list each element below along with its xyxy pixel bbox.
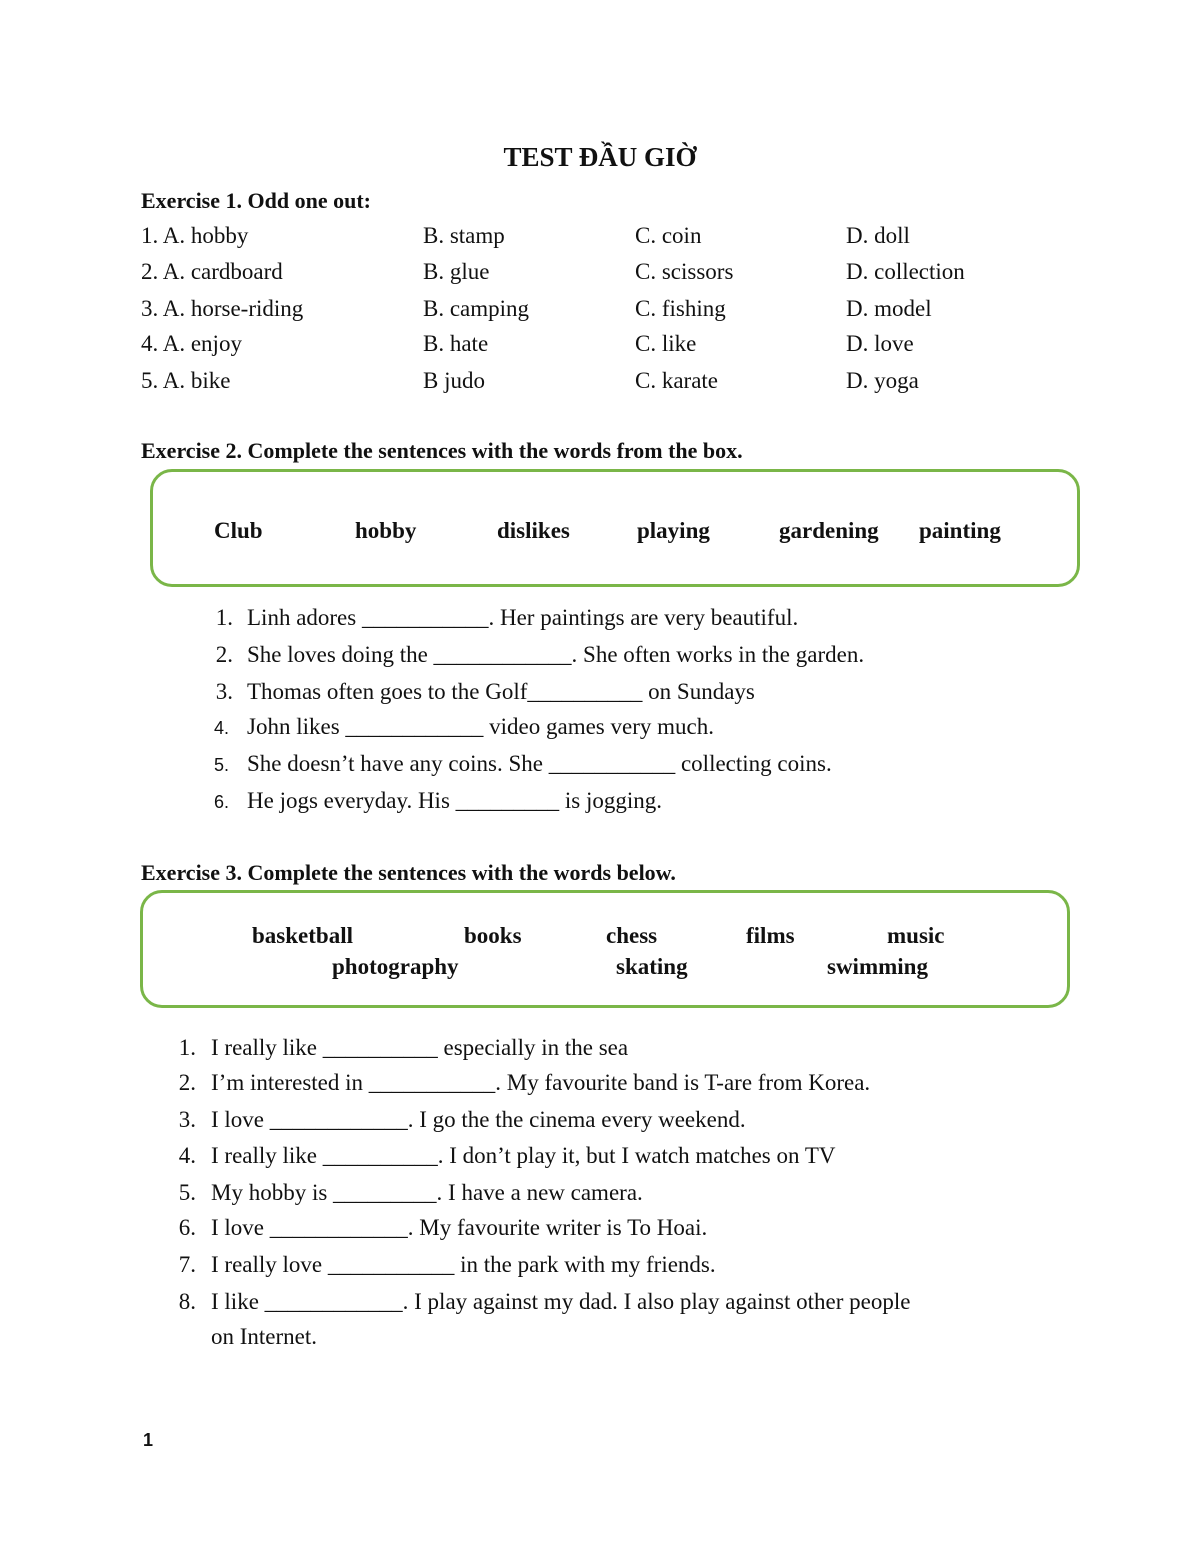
list-number: 5. (213, 755, 229, 775)
option-4c: C. like (635, 331, 697, 356)
box-word-books: books (464, 923, 522, 948)
box-word-music: music (887, 923, 945, 948)
list-item: I’m interested in ___________. My favourite band is T-are from Korea. (211, 1070, 871, 1095)
option-3a: 3. A. horse-riding (141, 296, 304, 321)
box-word-gardening: gardening (779, 518, 879, 543)
option-4b: B. hate (423, 331, 489, 356)
box-word-skating: skating (616, 954, 688, 979)
option-1a: 1. A. hobby (141, 223, 249, 248)
box-word-dislikes: dislikes (497, 518, 570, 543)
list-item: My hobby is _________. I have a new camera. (211, 1180, 643, 1205)
box-word-photography: photography (332, 954, 459, 979)
option-4d: D. love (846, 331, 914, 356)
list-number: 4. (213, 718, 229, 738)
list-number: 2. (215, 642, 233, 667)
option-5d: D. yoga (846, 368, 919, 393)
list-item: I love ____________. My favourite writer is To Hoai. (211, 1215, 708, 1240)
list-item-continuation: on Internet. (211, 1324, 318, 1349)
option-2c: C. scissors (635, 259, 734, 284)
page-number: 1 (143, 1430, 154, 1450)
option-3b: B. camping (423, 296, 530, 321)
list-item: Thomas often goes to the Golf__________ on Sundays (247, 679, 755, 704)
option-4a: 4. A. enjoy (141, 331, 242, 356)
box-word-chess: chess (606, 923, 658, 948)
list-item: I like ____________. I play against my dad. I also play against other people (211, 1289, 911, 1314)
list-item: I really like __________. I don’t play it, but I watch matches on TV (211, 1143, 836, 1168)
option-2a: 2. A. cardboard (141, 259, 283, 284)
list-number: 1. (178, 1035, 196, 1060)
exercise1-heading: Exercise 1. Odd one out: (141, 188, 371, 213)
list-number: 1. (215, 605, 233, 630)
option-3c: C. fishing (635, 296, 726, 321)
list-item: She loves doing the ____________. She often works in the garden. (247, 642, 865, 667)
exercise3-heading: Exercise 3. Complete the sentences with the words below. (141, 860, 676, 885)
box-word-hobby: hobby (355, 518, 417, 543)
list-item: I really like __________ especially in the sea (211, 1035, 629, 1060)
list-number: 5. (178, 1180, 196, 1205)
box-word-films: films (746, 923, 795, 948)
option-2d: D. collection (846, 259, 965, 284)
page-title: TEST ĐẦU GIỜ (503, 142, 697, 172)
list-item: I really love ___________ in the park with my friends. (211, 1252, 716, 1277)
list-number: 6. (178, 1215, 196, 1240)
exercise2-heading: Exercise 2. Complete the sentences with the words from the box. (141, 438, 743, 463)
box-word-painting: painting (919, 518, 1001, 543)
list-number: 8. (178, 1289, 196, 1314)
option-5b: B judo (423, 368, 485, 393)
list-number: 6. (213, 792, 229, 812)
list-item: John likes ____________ video games very much. (247, 714, 714, 739)
option-5a: 5. A. bike (141, 368, 231, 393)
list-item: She doesn’t have any coins. She ___________ collecting coins. (247, 751, 832, 776)
box-word-swimming: swimming (827, 954, 928, 979)
list-number: 3. (178, 1107, 196, 1132)
list-item: I love ____________. I go the the cinema every weekend. (211, 1107, 746, 1132)
option-5c: C. karate (635, 368, 719, 393)
list-item: Linh adores ___________. Her paintings are very beautiful. (247, 605, 799, 630)
list-number: 7. (178, 1252, 196, 1277)
option-2b: B. glue (423, 259, 490, 284)
option-1d: D. doll (846, 223, 910, 248)
box-word-playing: playing (637, 518, 710, 543)
exercise2-word-box (150, 469, 1080, 587)
exercise3-word-box (140, 890, 1070, 1008)
box-word-club: Club (214, 518, 263, 543)
option-1c: C. coin (635, 223, 702, 248)
list-item: He jogs everyday. His _________ is jogging. (247, 788, 663, 813)
list-number: 2. (178, 1070, 196, 1095)
list-number: 3. (215, 679, 233, 704)
option-1b: B. stamp (423, 223, 505, 248)
box-word-basketball: basketball (252, 923, 353, 948)
option-3d: D. model (846, 296, 932, 321)
list-number: 4. (178, 1143, 196, 1168)
